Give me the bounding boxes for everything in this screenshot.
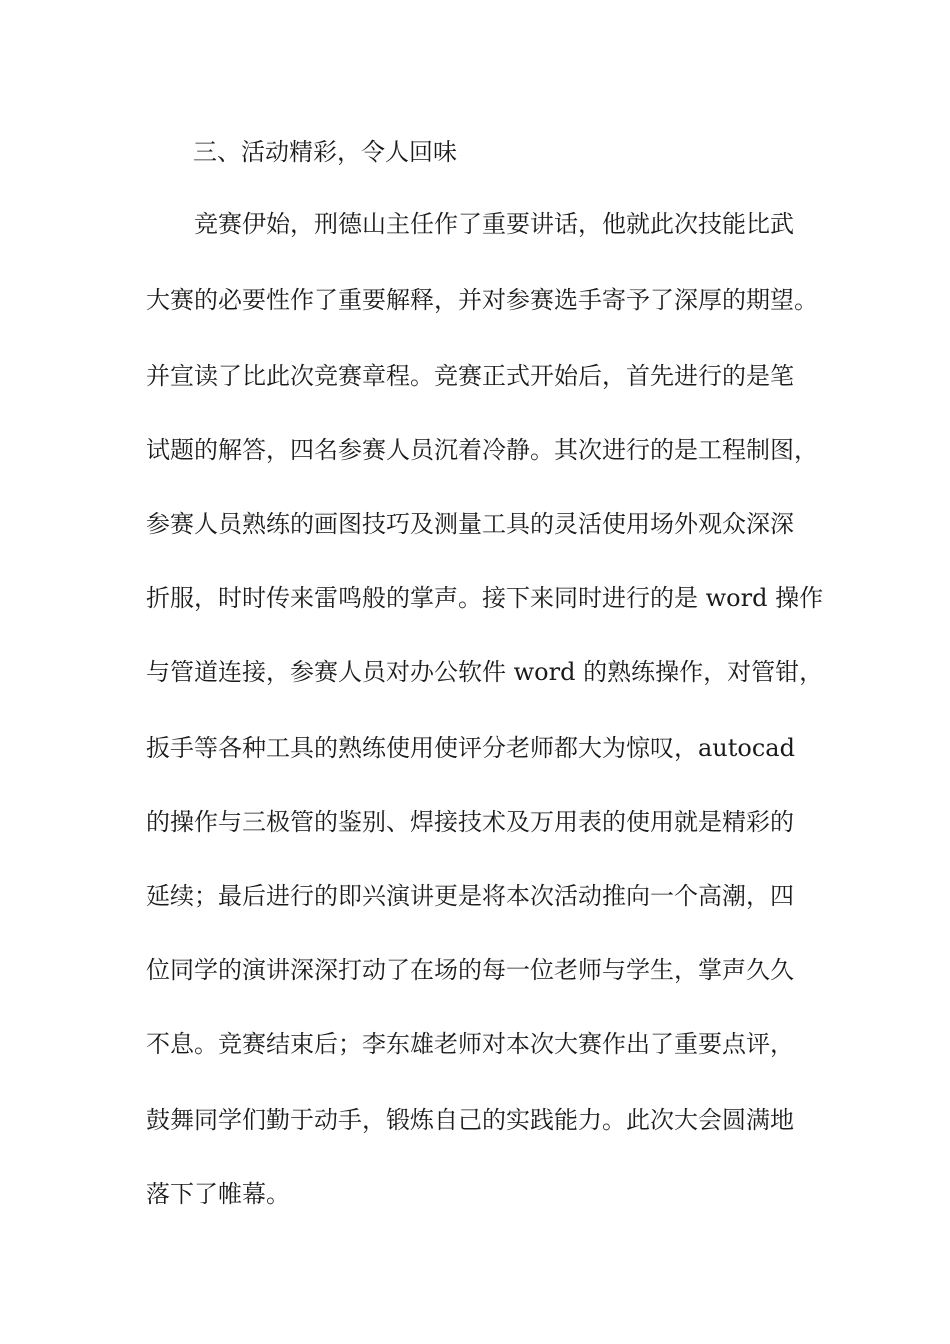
section-heading: 三、活动精彩，令人回味 [193, 138, 457, 166]
paragraph-line: 竞赛伊始，刑德山主任作了重要讲话，他就此次技能比武 [146, 210, 794, 238]
paragraph-line: 与管道连接，参赛人员对办公软件 word 的熟练操作，对管钳， [146, 658, 824, 686]
paragraph-line: 的操作与三极管的鉴别、焊接技术及万用表的使用就是精彩的 [146, 808, 794, 836]
paragraph-line: 鼓舞同学们勤于动手，锻炼自己的实践能力。此次大会圆满地 [146, 1106, 794, 1134]
paragraph-line: 折服，时时传来雷鸣般的掌声。接下来同时进行的是 word 操作 [146, 584, 824, 612]
paragraph-line: 参赛人员熟练的画图技巧及测量工具的灵活使用场外观众深深 [146, 510, 794, 538]
paragraph-line: 大赛的必要性作了重要解释，并对参赛选手寄予了深厚的期望。 [146, 286, 818, 314]
paragraph-line: 试题的解答，四名参赛人员沉着冷静。其次进行的是工程制图， [146, 436, 818, 464]
paragraph-line: 不息。竞赛结束后；李东雄老师对本次大赛作出了重要点评， [146, 1030, 794, 1058]
paragraph-line: 落下了帷幕。 [146, 1180, 290, 1208]
paragraph-line: 扳手等各种工具的熟练使用使评分老师都大为惊叹，autocad [146, 734, 795, 762]
paragraph-line: 延续；最后进行的即兴演讲更是将本次活动推向一个高潮，四 [146, 882, 794, 910]
paragraph-line: 并宣读了比此次竞赛章程。竞赛正式开始后，首先进行的是笔 [146, 362, 794, 390]
paragraph-line: 位同学的演讲深深打动了在场的每一位老师与学生，掌声久久 [146, 956, 794, 984]
